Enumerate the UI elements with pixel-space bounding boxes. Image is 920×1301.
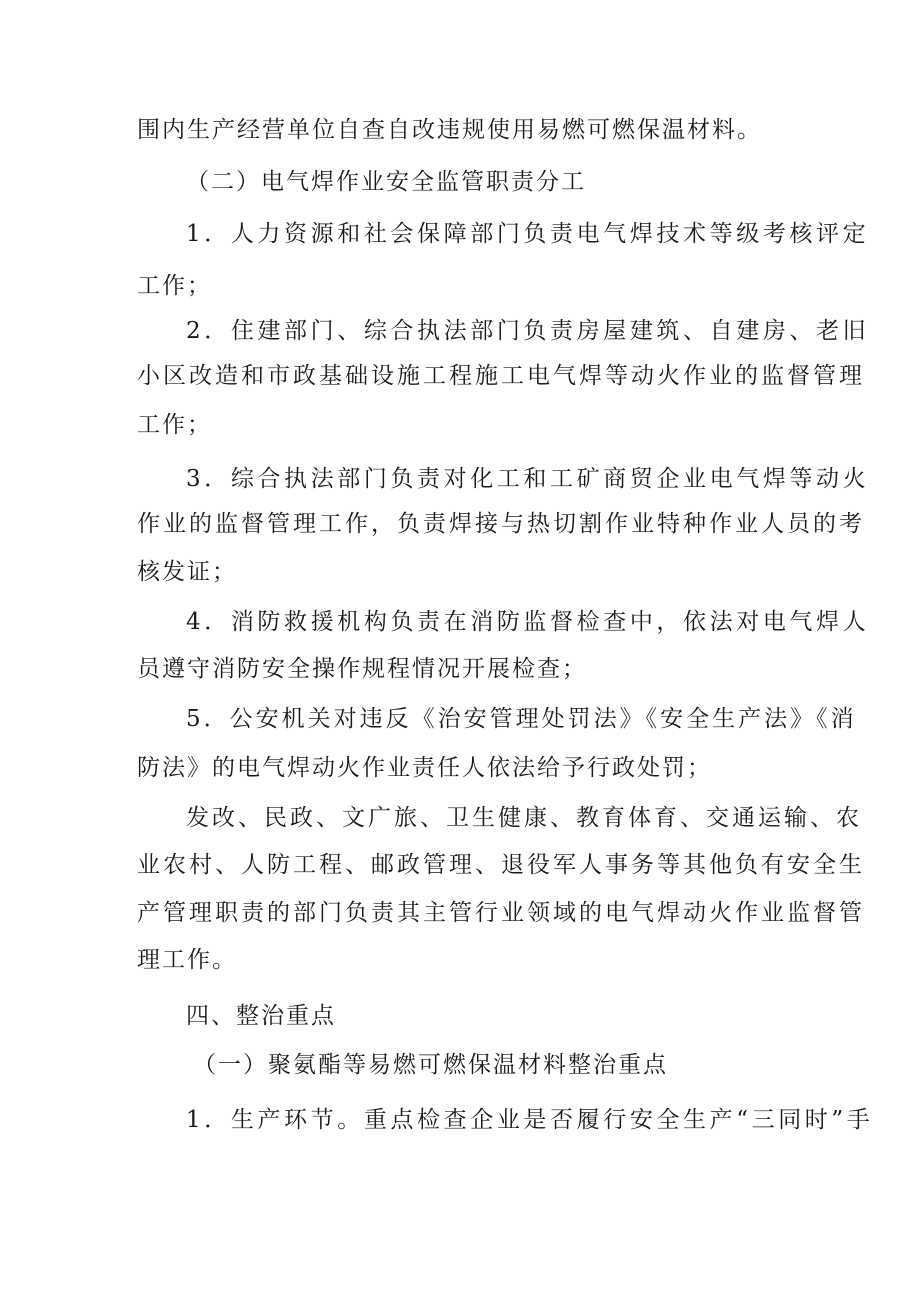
body-text-line: 发改、民政、文广旅、卫生健康、教育体育、交通运输、农 bbox=[186, 805, 862, 831]
body-text-line: 工作； bbox=[137, 412, 212, 438]
body-text-line: 围内生产经营单位自查自改违规使用易燃可燃保温材料。 bbox=[137, 117, 762, 143]
subsection-heading: （一）聚氨酯等易燃可燃保温材料整治重点 bbox=[193, 1052, 668, 1078]
body-text-line: 理工作。 bbox=[137, 947, 237, 973]
body-text-line: 工作； bbox=[137, 273, 212, 299]
body-text-line: 防法》的电气焊动火作业责任人依法给予行政处罚； bbox=[137, 755, 712, 781]
body-text-line: 1．人力资源和社会保障部门负责电气焊技术等级考核评定 bbox=[186, 221, 870, 247]
section-heading: 四、整治重点 bbox=[186, 1003, 336, 1029]
body-text-line: 2．住建部门、综合执法部门负责房屋建筑、自建房、老旧 bbox=[186, 318, 870, 344]
section-heading: （二）电气焊作业安全监管职责分工 bbox=[186, 169, 586, 195]
body-text-line: 1．生产环节。重点检查企业是否履行安全生产“三同时”手 bbox=[186, 1107, 874, 1133]
body-text-line: 产管理职责的部门负责其主管行业领域的电气焊动火作业监督管 bbox=[137, 900, 865, 926]
body-text-line: 小区改造和市政基础设施工程施工电气焊等动火作业的监督管理 bbox=[137, 363, 865, 389]
body-text-line: 4．消防救援机构负责在消防监督检查中，依法对电气焊人 bbox=[186, 609, 870, 635]
body-text-line: 业农村、人防工程、邮政管理、退役军人事务等其他负有安全生 bbox=[137, 852, 865, 878]
body-text-line: 5．公安机关对违反《治安管理处罚法》《安全生产法》《消 bbox=[186, 706, 857, 732]
body-text-line: 作业的监督管理工作，负责焊接与热切割作业特种作业人员的考 bbox=[137, 511, 865, 537]
body-text-line: 3．综合执法部门负责对化工和工矿商贸企业电气焊等动火 bbox=[186, 466, 870, 492]
body-text-line: 核发证； bbox=[137, 559, 237, 585]
body-text-line: 员遵守消防安全操作规程情况开展检查； bbox=[137, 656, 587, 682]
